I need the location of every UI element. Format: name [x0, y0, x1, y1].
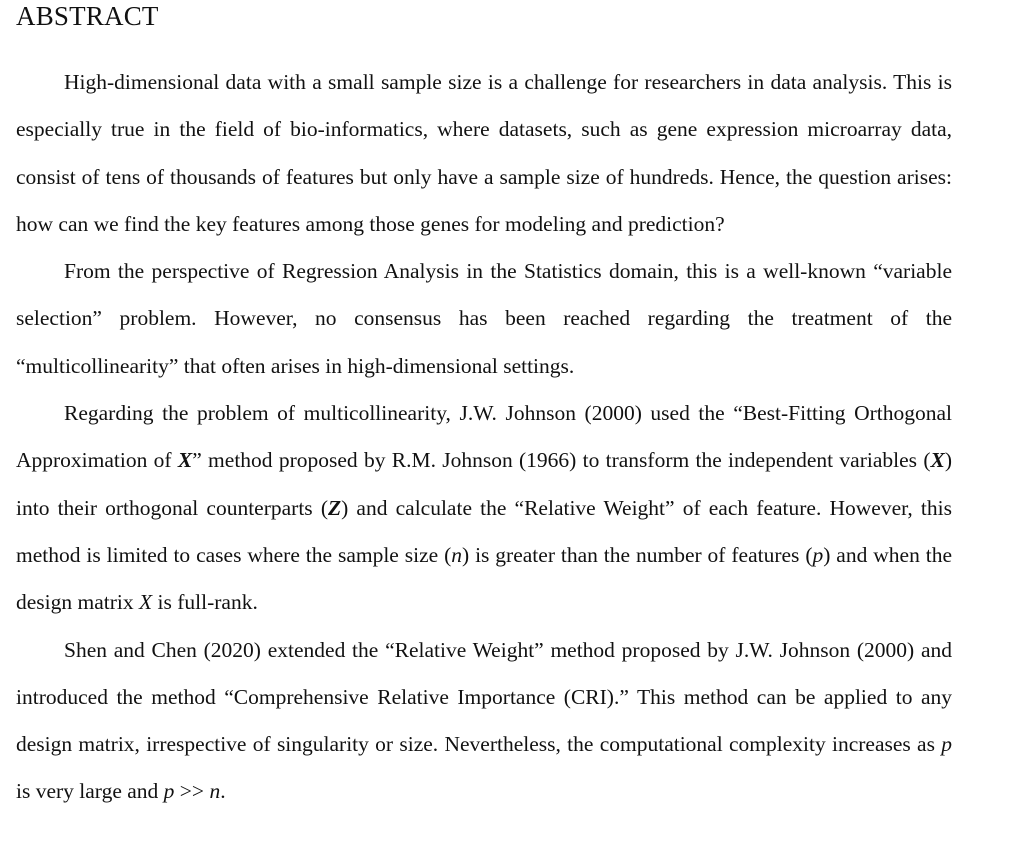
- paragraph-text: From the perspective of Regression Analysis in the Statistics domain, this is a well-known “variable selection” problem. However, no consensus has been reached regarding the treatment of the “multicollinearity” that often arises in high-dimensional settings.: [16, 259, 952, 378]
- abstract-heading: ABSTRACT: [16, 1, 159, 31]
- abstract-paragraph-1: [16, 59, 952, 248]
- abstract-paragraph-4: [16, 627, 952, 816]
- abstract-paragraph-2: [16, 248, 952, 390]
- abstract-paragraph-3: [16, 390, 952, 626]
- paragraph-text: is full-rank.: [152, 590, 258, 615]
- math-symbol: Z: [327, 495, 342, 520]
- paragraph-text: ) and calculate the “Relative Weight” of each feature. However, this method is limited to cases where the sample size (: [16, 495, 952, 567]
- math-symbol: p: [812, 542, 824, 567]
- math-symbol: n: [451, 542, 462, 567]
- paragraph-text: is very large and: [16, 779, 164, 804]
- paragraph-text: ) into their orthogonal counterparts (: [16, 448, 952, 520]
- paragraph-text: ) and when the design matrix: [16, 542, 952, 615]
- math-symbol: p: [163, 779, 175, 804]
- math-symbol: X: [177, 448, 193, 473]
- math-symbol: X: [930, 448, 945, 473]
- math-symbol: n: [209, 779, 221, 804]
- paragraph-text: ) is greater than the number of features (: [462, 542, 813, 567]
- paragraph-text: >>: [174, 779, 210, 804]
- paragraph-text: Regarding the problem of multicollinearity, J.W. Johnson (2000) used the “Best-Fitting Orthogonal Approximation of: [16, 401, 952, 473]
- math-symbol: p: [941, 732, 952, 757]
- paragraph-text: .: [220, 779, 226, 804]
- paragraph-text: Shen and Chen (2020) extended the “Relative Weight” method proposed by J.W. Johnson (2000) and introduced the method “Comprehensive Relative Importance (CRI).” This method can be applied to any design matrix, irrespective of singularity or size. Nevertheless, the computational complexity increases as: [16, 637, 952, 757]
- paragraph-text: ” method proposed by R.M. Johnson (1966) to transform the independent variables (: [192, 448, 931, 473]
- abstract-body: [16, 59, 952, 816]
- math-symbol: X: [139, 590, 153, 615]
- paragraph-text: High-dimensional data with a small sample size is a challenge for researchers in data analysis. This is especially true in the field of bio-informatics, where datasets, such as gene expression microarray data, consist of tens of thousands of features but only have a sample size of hundreds. Hence, the question arises: how can we find the key features among those genes for modeling and prediction?: [16, 70, 952, 236]
